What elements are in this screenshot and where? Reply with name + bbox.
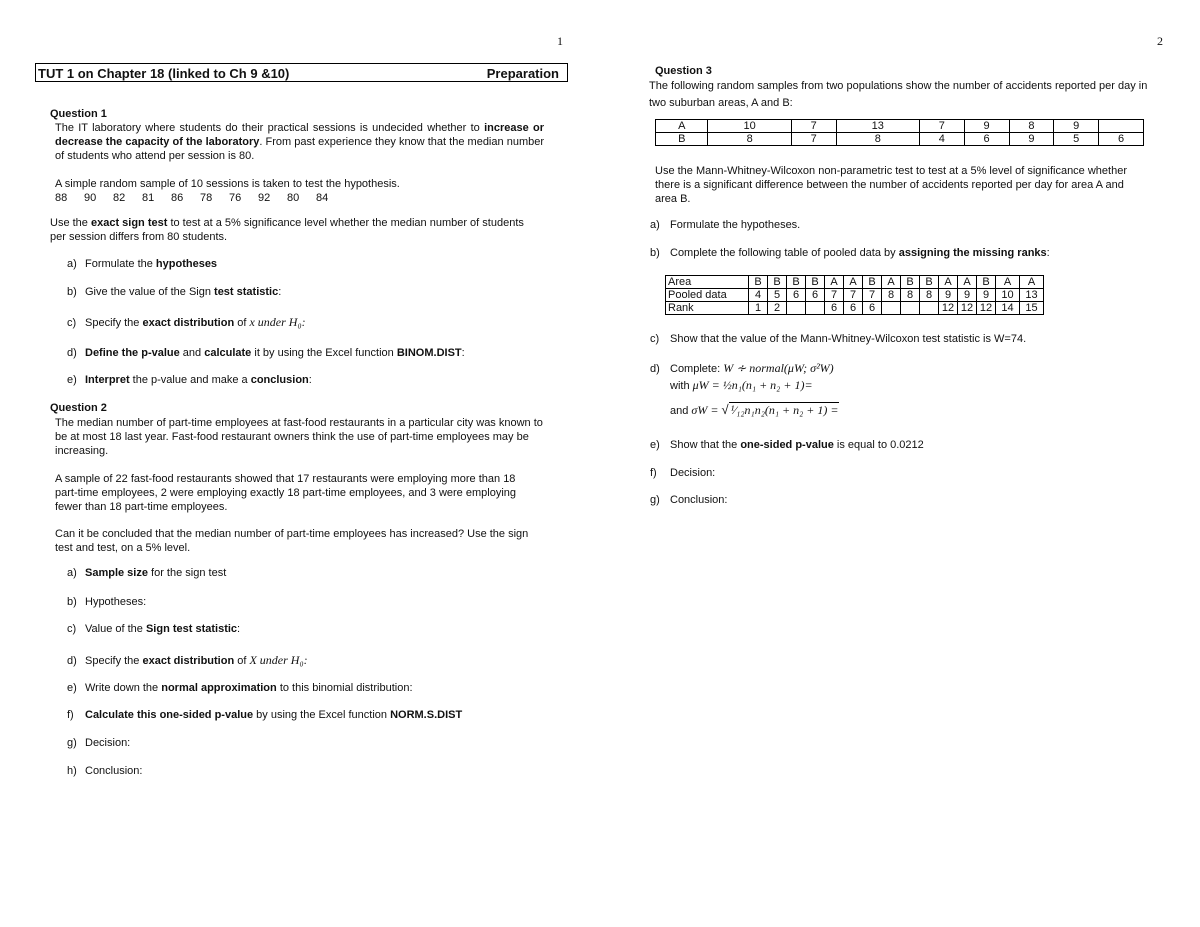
item-letter: c) <box>67 623 77 635</box>
table-cell: 7 <box>791 133 836 146</box>
table-cell: 10 <box>708 120 791 133</box>
item-letter: a) <box>650 219 660 231</box>
row-label: Rank <box>666 302 749 315</box>
item-text: of <box>234 655 250 667</box>
sample-value: 86 <box>171 192 184 204</box>
item-bold: exact distribution <box>142 317 235 329</box>
item-math: μW = ½n₁(n₁ + n₂ + 1)= <box>692 378 813 392</box>
q1-intro-bold: increase or decrease the capacity of the laboratory <box>55 122 545 148</box>
item-text: Write down the <box>85 682 162 694</box>
item-text: Conclusion: <box>670 494 728 506</box>
item-bold: Interpret <box>85 374 130 386</box>
table-cell: A <box>825 276 844 289</box>
table-cell: B <box>749 276 768 289</box>
table-cell: 9 <box>964 120 1009 133</box>
table-cell <box>806 302 825 315</box>
table-cell: A <box>1020 276 1044 289</box>
table-cell: 6 <box>806 289 825 302</box>
item-bold: assigning the missing ranks <box>898 247 1047 259</box>
q2-paragraph-1: The median number of part-time employees at fast-food restaurants in a particular city was known to be at most 18 last year. Fast-food restaurant owners think the use of part-time employees may be increasing. <box>55 417 543 457</box>
table-cell: 8 <box>836 133 919 146</box>
sample-value: 76 <box>229 192 242 204</box>
page-number-2: 2 <box>1157 34 1163 48</box>
item-letter: b) <box>67 286 77 298</box>
item-letter: e) <box>67 682 77 694</box>
table-cell: 9 <box>1054 120 1099 133</box>
item-letter: f) <box>650 467 657 479</box>
question-1-title: Question 1 <box>50 108 107 120</box>
table-cell: 7 <box>791 120 836 133</box>
item-letter: h) <box>67 765 77 777</box>
item-text: and <box>670 405 692 417</box>
item-text: Formulate the hypotheses. <box>670 219 801 231</box>
title-box <box>35 63 568 82</box>
item-math: W ∻ normal(μW; σ²W) <box>723 361 834 375</box>
item-letter: c) <box>650 333 660 345</box>
table-cell: 12 <box>939 302 958 315</box>
table-cell: 1 <box>749 302 768 315</box>
table-cell: 4 <box>749 289 768 302</box>
item-letter: a) <box>67 258 77 270</box>
q3-item-d-sigma <box>670 402 839 418</box>
question-1-intro <box>55 121 544 163</box>
table-cell: A <box>844 276 863 289</box>
table-cell: 6 <box>825 302 844 315</box>
q1-use-a: Use the <box>50 217 91 229</box>
item-math: x under H₀: <box>249 315 306 329</box>
item-text: by using the Excel function <box>253 709 391 721</box>
table-cell: 12 <box>958 302 977 315</box>
table-cell: 14 <box>996 302 1020 315</box>
item-bold: exact distribution <box>142 655 235 667</box>
item-text: : <box>278 286 282 298</box>
table-cell: 8 <box>1009 120 1054 133</box>
item-text: the p-value and make a <box>129 374 251 386</box>
q3-item-c <box>650 333 1026 345</box>
question-2-title: Question 2 <box>50 402 107 414</box>
q1-use-text <box>50 216 540 244</box>
table-cell: 8 <box>708 133 791 146</box>
item-letter: a) <box>67 567 77 579</box>
item-text: and <box>179 347 205 359</box>
page-number-1: 1 <box>557 34 563 48</box>
item-text: to this binomial distribution: <box>276 682 413 694</box>
table-cell: 7 <box>863 289 882 302</box>
item-bold: Sample size <box>85 567 148 579</box>
sqrt-icon: √ <box>721 402 729 417</box>
q3-use-text: Use the Mann-Whitney-Wilcoxon non-parametric test to test at a 5% level of significance whether there is a significant difference between the number of accidents reported per day for area A and area B. <box>655 165 1127 205</box>
item-text: Decision: <box>85 737 131 749</box>
item-bold: hypotheses <box>155 258 218 270</box>
row-label: Pooled data <box>666 289 749 302</box>
item-bold: conclusion <box>250 374 309 386</box>
table-cell: 4 <box>919 133 964 146</box>
table-cell: 2 <box>768 302 787 315</box>
q2-item-a <box>67 567 226 579</box>
q1-item-a <box>67 258 217 270</box>
sample-value: 82 <box>113 192 126 204</box>
item-text: Specify the <box>85 655 143 667</box>
table-cell: 9 <box>958 289 977 302</box>
table-cell: 12 <box>977 302 996 315</box>
table-row <box>656 133 1144 146</box>
q1-intro-text-b: . From past experience they know that the median number of students who attend per session is 80. <box>55 136 544 162</box>
table-cell: B <box>920 276 939 289</box>
item-text: Value of the <box>85 623 146 635</box>
table-cell: B <box>768 276 787 289</box>
table-cell: 7 <box>825 289 844 302</box>
table-row <box>656 120 1144 133</box>
table-cell <box>1099 120 1144 133</box>
q1-item-b <box>67 286 281 298</box>
table-cell: 6 <box>787 289 806 302</box>
item-bold: NORM.S.DIST <box>390 709 463 721</box>
table-cell <box>920 302 939 315</box>
sample-value: 78 <box>200 192 213 204</box>
item-text: it by using the Excel function <box>251 347 397 359</box>
q3-item-g <box>650 494 727 506</box>
table-cell: 6 <box>863 302 882 315</box>
table-cell: B <box>863 276 882 289</box>
table-cell: 15 <box>1020 302 1044 315</box>
q3-intro: The following random samples from two populations show the number of accidents reported per day in two suburban areas, A and B: <box>649 80 1148 109</box>
item-letter: b) <box>650 247 660 259</box>
q1-item-e <box>67 374 312 386</box>
table-cell: 5 <box>1054 133 1099 146</box>
item-letter: c) <box>67 317 77 329</box>
q3-item-d-mu <box>670 378 813 393</box>
table-row-area <box>666 276 1044 289</box>
q2-item-c <box>67 623 240 635</box>
table-cell: 8 <box>901 289 920 302</box>
item-text: with <box>670 380 693 392</box>
sample-value: 90 <box>84 192 97 204</box>
item-text: Hypotheses: <box>85 596 147 608</box>
q1-item-d <box>67 347 465 359</box>
q2-item-g <box>67 737 130 749</box>
q1-use-bold: exact sign test <box>90 217 168 229</box>
accidents-table <box>655 119 1144 146</box>
item-text: : <box>308 374 312 386</box>
q2-item-f <box>67 709 462 721</box>
item-text: Formulate the <box>85 258 156 270</box>
q1-item-c <box>67 315 306 330</box>
item-bold: Sign test statistic <box>145 623 238 635</box>
item-letter: b) <box>67 596 77 608</box>
item-bold: normal approximation <box>161 682 277 694</box>
q3-item-b <box>650 247 1050 259</box>
item-text: is equal to 0.0212 <box>833 439 924 451</box>
table-cell: 9 <box>977 289 996 302</box>
item-math: σW = <box>691 403 722 417</box>
row-label: Area <box>666 276 749 289</box>
sample-value: 88 <box>55 192 68 204</box>
table-cell: 13 <box>836 120 919 133</box>
table-cell <box>787 302 806 315</box>
table-row-rank <box>666 302 1044 315</box>
table-cell: 5 <box>768 289 787 302</box>
preparation-label: Preparation <box>486 66 559 81</box>
item-text: Complete: <box>670 363 724 375</box>
table-cell: B <box>977 276 996 289</box>
table-cell: B <box>806 276 825 289</box>
item-text: of <box>234 317 250 329</box>
item-bold: Calculate this one-sided p-value <box>85 709 254 721</box>
table-cell: B <box>787 276 806 289</box>
q3-item-f <box>650 467 715 479</box>
table-cell: A <box>656 120 708 133</box>
table-cell: 10 <box>996 289 1020 302</box>
item-letter: g) <box>650 494 660 506</box>
q1-sample-values <box>55 191 345 205</box>
table-cell: 7 <box>844 289 863 302</box>
item-bold: Define the p-value <box>85 347 180 359</box>
item-text: Give the value of the Sign <box>85 286 215 298</box>
item-letter: d) <box>67 347 77 359</box>
table-cell: 8 <box>920 289 939 302</box>
item-text: Specify the <box>85 317 143 329</box>
table-cell: A <box>958 276 977 289</box>
q2-item-h <box>67 765 142 777</box>
sample-value: 92 <box>258 192 271 204</box>
table-cell: A <box>939 276 958 289</box>
q1-sample-text: A simple random sample of 10 sessions is taken to test the hypothesis. <box>55 178 400 190</box>
document-title: TUT 1 on Chapter 18 (linked to Ch 9 &10) <box>38 66 290 81</box>
sample-value: 84 <box>316 192 329 204</box>
item-text: Show that the value of the Mann-Whitney-Wilcoxon test statistic is W=74. <box>670 333 1027 345</box>
item-text: Decision: <box>670 467 716 479</box>
table-cell <box>901 302 920 315</box>
q1-intro-text-a: The IT laboratory where students do their practical sessions is undecided whether to <box>55 122 480 134</box>
item-letter: e) <box>67 374 77 386</box>
q2-item-e <box>67 682 413 694</box>
item-text: Conclusion: <box>85 765 143 777</box>
item-math: ¹⁄₁₂n₁n₂(n₁ + n₂ + 1) = <box>730 403 839 417</box>
question-3-title: Question 3 <box>655 65 712 77</box>
item-letter: d) <box>650 363 660 375</box>
item-text: Show that the <box>670 439 741 451</box>
table-row-pooled-data <box>666 289 1044 302</box>
item-letter: f) <box>67 709 74 721</box>
q2-paragraph-2: A sample of 22 fast-food restaurants showed that 17 restaurants were employing more than 18 part-time employees, 2 were employing exactly 18 part-time employees, and 3 were employing fewer than 18 part-time employees. <box>55 473 516 513</box>
item-letter: g) <box>67 737 77 749</box>
item-text: for the sign test <box>147 567 227 579</box>
q3-item-e <box>650 439 924 451</box>
sample-value: 80 <box>287 192 300 204</box>
item-bold: one-sided p-value <box>740 439 834 451</box>
table-cell: B <box>656 133 708 146</box>
table-cell: 6 <box>964 133 1009 146</box>
table-cell: 6 <box>844 302 863 315</box>
table-cell: 8 <box>882 289 901 302</box>
table-cell: B <box>901 276 920 289</box>
table-cell: A <box>882 276 901 289</box>
pooled-data-table <box>665 275 1044 315</box>
item-bold: test statistic <box>214 286 279 298</box>
q1-use-b: to test at a 5% significance level whether the median number of students per session differs from 80 students. <box>50 217 524 243</box>
table-cell: 9 <box>939 289 958 302</box>
item-math: X under H₀: <box>249 653 308 667</box>
table-cell: 13 <box>1020 289 1044 302</box>
item-bold: calculate <box>204 347 252 359</box>
table-cell: 9 <box>1009 133 1054 146</box>
item-text: : <box>1046 247 1050 259</box>
item-letter: d) <box>67 655 77 667</box>
item-text: Complete the following table of pooled data by <box>670 247 899 259</box>
table-cell: 7 <box>919 120 964 133</box>
table-cell: 6 <box>1099 133 1144 146</box>
q2-item-b <box>67 596 146 608</box>
q2-paragraph-3: Can it be concluded that the median number of part-time employees has increased? Use the sign test and test, on a 5% level. <box>55 528 529 554</box>
q3-item-d <box>650 361 834 376</box>
q3-item-a <box>650 219 800 231</box>
item-bold: BINOM.DIST <box>396 347 462 359</box>
item-text: : <box>237 623 241 635</box>
sample-value: 81 <box>142 192 155 204</box>
table-cell: A <box>996 276 1020 289</box>
table-cell <box>882 302 901 315</box>
q2-item-d <box>67 653 308 668</box>
item-letter: e) <box>650 439 660 451</box>
item-text: : <box>461 347 465 359</box>
